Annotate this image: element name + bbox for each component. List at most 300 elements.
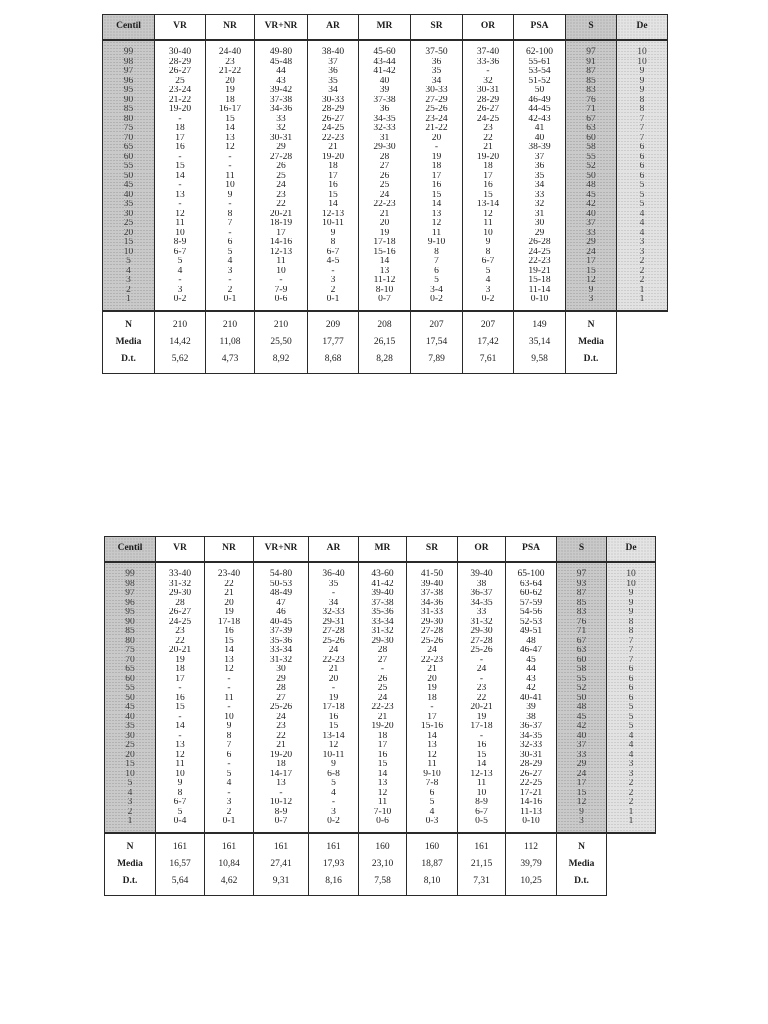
cell-de: 9 [617,77,668,87]
cell-sr: 22-23 [407,656,458,666]
cell-nr: 0-1 [206,295,255,311]
cell-centil: 80 [105,637,156,647]
cell-de: 2 [617,257,668,267]
cell-vr: 33-40 [156,562,205,580]
cell-centil: 35 [105,722,156,732]
table-row [105,713,656,723]
cell-psa: 31 [514,210,566,220]
cell-ar: 24 [309,646,359,656]
cell-sr: 6 [407,789,458,799]
cell-psa: 36 [514,162,566,172]
cell-nr: - [206,229,255,239]
cell-de: 4 [607,732,656,742]
cell-mr: 14 [359,770,407,780]
stat-ar: 8,68 [308,352,359,374]
table-row [103,191,668,201]
cell-vr-plus-nr: 29 [255,143,308,153]
cell-mr: 7-10 [359,808,407,818]
cell-sr: 8 [411,248,463,258]
cell-ar: 15 [309,722,359,732]
stat-vr: 210 [155,311,206,335]
cell-vr-plus-nr: - [255,276,308,286]
cell-or: 23 [463,124,514,134]
cell-or: - [458,656,506,666]
cell-nr: 17-18 [205,618,254,628]
stat-label: D.t. [103,352,155,374]
cell-nr: 22 [205,580,254,590]
column-header-psa: PSA [514,15,566,41]
cell-sr: 15 [411,191,463,201]
cell-nr: 2 [206,286,255,296]
cell-or: 6-7 [463,257,514,267]
cell-psa: 41 [514,124,566,134]
blank-cell [607,874,656,896]
cell-centil: 10 [105,770,156,780]
cell-s: 97 [566,40,617,58]
cell-centil: 15 [103,238,155,248]
cell-ar: 2 [308,286,359,296]
cell-s: 83 [557,608,607,618]
table-row [103,162,668,172]
cell-vr-plus-nr: 34-36 [255,105,308,115]
cell-s: 76 [557,618,607,628]
cell-psa: 65-100 [506,562,557,580]
cell-ar: 27-28 [309,627,359,637]
table-row [103,96,668,106]
stat-or: 21,15 [458,857,506,874]
cell-nr: 4 [206,257,255,267]
stat-sr: 18,87 [407,857,458,874]
cell-vr: 3 [155,286,206,296]
cell-sr: 17 [407,713,458,723]
stat-row [103,311,668,335]
cell-sr: 16 [411,181,463,191]
cell-sr: 0-3 [407,817,458,833]
cell-sr: 27-29 [411,96,463,106]
cell-mr: 39-40 [359,589,407,599]
cell-s: 24 [566,248,617,258]
cell-psa: 38-39 [514,143,566,153]
cell-centil: 4 [105,789,156,799]
cell-vr: 13 [156,741,205,751]
cell-vr: 15 [155,162,206,172]
cell-nr: 18 [206,96,255,106]
cell-vr: 31-32 [156,580,205,590]
cell-vr: 21-22 [155,96,206,106]
cell-nr: - [205,675,254,685]
cell-nr: 10 [205,713,254,723]
cell-vr: 15 [156,703,205,713]
cell-psa: 30-31 [506,751,557,761]
cell-nr: 21-22 [206,67,255,77]
stat-mr: 7,58 [359,874,407,896]
cell-vr: 28-29 [155,58,206,68]
cell-mr: 22-23 [359,703,407,713]
cell-nr: 12 [206,143,255,153]
cell-or: 21 [463,143,514,153]
cell-nr: 21 [205,589,254,599]
stat-row [103,335,668,352]
cell-s: 87 [557,589,607,599]
table-row [103,134,668,144]
cell-vr: 11 [156,760,205,770]
cell-ar: 36 [308,67,359,77]
column-header-mr: MR [359,15,411,41]
cell-sr: 37-38 [407,589,458,599]
cell-ar: 6-7 [308,248,359,258]
cell-s: 67 [566,115,617,125]
cell-vr-plus-nr: 25-26 [254,703,309,713]
cell-de: 9 [607,608,656,618]
cell-or: 11 [463,219,514,229]
cell-nr: 20 [205,599,254,609]
cell-de: 1 [617,286,668,296]
cell-s: 91 [566,58,617,68]
cell-mr: 22-23 [359,200,411,210]
table-row [105,808,656,818]
cell-vr-plus-nr: 48-49 [254,589,309,599]
cell-mr: 11-12 [359,276,411,286]
cell-centil: 25 [103,219,155,229]
cell-psa: 34-35 [506,732,557,742]
cell-mr: 29-30 [359,637,407,647]
cell-vr-plus-nr: 45-48 [255,58,308,68]
cell-ar: 29-31 [309,618,359,628]
table-row [103,267,668,277]
cell-nr: 11 [205,694,254,704]
cell-de: 2 [607,789,656,799]
cell-vr-plus-nr: 43 [255,77,308,87]
cell-or: 12-13 [458,770,506,780]
cell-vr: 12 [156,751,205,761]
cell-de: 9 [607,599,656,609]
cell-mr: 0-7 [359,295,411,311]
cell-vr-plus-nr: 12-13 [255,248,308,258]
table-row [103,86,668,96]
cell-psa: 45 [506,656,557,666]
cell-or: 34-35 [458,599,506,609]
cell-sr: 13 [411,210,463,220]
table-row [105,732,656,742]
cell-psa: 32 [514,200,566,210]
stat-psa: 39,79 [506,857,557,874]
cell-de: 2 [607,779,656,789]
table-row [103,238,668,248]
table-row [105,646,656,656]
cell-vr: - [156,713,205,723]
cell-de: 1 [607,817,656,833]
cell-psa: 19-21 [514,267,566,277]
table-row [105,798,656,808]
cell-ar: - [309,589,359,599]
cell-or: 11 [458,779,506,789]
cell-de: 6 [617,162,668,172]
cell-ar: 14 [308,200,359,210]
percentile-table-2 [104,536,656,896]
cell-ar: 13-14 [309,732,359,742]
stat-nr: 4,73 [206,352,255,374]
cell-or: 16 [463,181,514,191]
cell-s: 85 [557,599,607,609]
cell-vr-plus-nr: 10 [255,267,308,277]
column-header-sr: SR [407,537,458,563]
cell-nr: 7 [205,741,254,751]
cell-s: 45 [557,713,607,723]
cell-ar: 19 [309,694,359,704]
cell-vr: 6-7 [155,248,206,258]
cell-sr: 29-30 [407,618,458,628]
cell-ar: 17 [308,172,359,182]
cell-centil: 98 [105,580,156,590]
cell-sr: 7 [411,257,463,267]
stat-vr: 5,62 [155,352,206,374]
cell-ar: - [309,684,359,694]
cell-mr: 15-16 [359,248,411,258]
cell-mr: 34-35 [359,115,411,125]
cell-vr: 9 [156,779,205,789]
cell-psa: 26-27 [506,770,557,780]
stat-label: N [566,311,617,335]
cell-sr: 5 [411,276,463,286]
cell-mr: 29-30 [359,143,411,153]
cell-ar: 8 [308,238,359,248]
stat-label: Media [103,335,155,352]
cell-nr: 8 [205,732,254,742]
cell-centil: 85 [105,627,156,637]
header-row [103,15,668,41]
cell-centil: 45 [103,181,155,191]
cell-mr: 25 [359,181,411,191]
cell-ar: - [309,798,359,808]
cell-ar: 19-20 [308,153,359,163]
cell-vr-plus-nr: 33-34 [254,646,309,656]
cell-psa: 54-56 [506,608,557,618]
cell-de: 5 [607,722,656,732]
cell-sr: 34 [411,77,463,87]
cell-centil: 98 [103,58,155,68]
cell-vr: - [155,181,206,191]
table-row [103,143,668,153]
stat-ar: 17,77 [308,335,359,352]
cell-mr: 28 [359,153,411,163]
cell-mr: 24 [359,191,411,201]
cell-centil: 35 [103,200,155,210]
column-header-vr: VR [155,15,206,41]
cell-ar: 3 [309,808,359,818]
cell-vr: 16 [156,694,205,704]
cell-sr: 19 [407,684,458,694]
cell-psa: 35 [514,172,566,182]
cell-mr: 17-18 [359,238,411,248]
table-row [103,295,668,311]
cell-or: 13-14 [463,200,514,210]
cell-mr: 28 [359,646,407,656]
cell-psa: 24-25 [514,248,566,258]
cell-psa: 62-100 [514,40,566,58]
cell-vr-plus-nr: 37-38 [255,96,308,106]
cell-vr-plus-nr: 54-80 [254,562,309,580]
cell-vr-plus-nr: 27 [254,694,309,704]
cell-centil: 60 [105,675,156,685]
table-row [103,257,668,267]
cell-psa: 14-16 [506,798,557,808]
stat-vr: 5,64 [156,874,205,896]
cell-sr: 31-33 [407,608,458,618]
stat-label: N [105,833,156,857]
cell-vr-plus-nr: 17 [255,229,308,239]
column-header-vr: VR [156,537,205,563]
cell-psa: 28-29 [506,760,557,770]
cell-mr: 45-60 [359,40,411,58]
cell-vr-plus-nr: 23 [254,722,309,732]
cell-sr: 25-26 [411,105,463,115]
cell-centil: 1 [105,817,156,833]
cell-ar: 17-18 [309,703,359,713]
table-header [103,15,668,41]
cell-sr: 21-22 [411,124,463,134]
cell-or: 3 [463,286,514,296]
cell-mr: 27 [359,656,407,666]
cell-sr: 5 [407,798,458,808]
stat-sr: 7,89 [411,352,463,374]
cell-vr-plus-nr: 7-9 [255,286,308,296]
column-header-s: S [557,537,607,563]
stat-ar: 209 [308,311,359,335]
cell-centil: 75 [103,124,155,134]
stat-row [103,352,668,374]
cell-de: 4 [617,229,668,239]
cell-centil: 90 [105,618,156,628]
cell-vr: 17 [156,675,205,685]
stat-label: Media [105,857,156,874]
blank-cell [607,857,656,874]
cell-or: 19 [458,713,506,723]
cell-de: 8 [607,627,656,637]
cell-s: 58 [566,143,617,153]
cell-psa: 46-47 [506,646,557,656]
cell-vr-plus-nr: 26 [255,162,308,172]
cell-centil: 2 [103,286,155,296]
cell-or: 27-28 [458,637,506,647]
cell-or: 24 [458,665,506,675]
table-row [105,741,656,751]
cell-mr: 19 [359,229,411,239]
cell-psa: 48 [506,637,557,647]
cell-sr: 20 [407,675,458,685]
cell-psa: 55-61 [514,58,566,68]
column-header-ar: AR [309,537,359,563]
cell-psa: 43 [506,675,557,685]
table-row [103,105,668,115]
cell-psa: 26-28 [514,238,566,248]
table-footer [103,311,668,374]
cell-vr: 10 [155,229,206,239]
cell-centil: 70 [103,134,155,144]
cell-de: 7 [607,646,656,656]
cell-sr: 20 [411,134,463,144]
cell-mr: 35-36 [359,608,407,618]
cell-s: 29 [557,760,607,770]
cell-sr: 0-2 [411,295,463,311]
cell-s: 87 [566,67,617,77]
cell-s: 12 [557,798,607,808]
cell-s: 45 [566,191,617,201]
cell-or: 10 [463,229,514,239]
stat-label: D.t. [105,874,156,896]
cell-nr: 9 [205,722,254,732]
cell-psa: 22-23 [514,257,566,267]
cell-centil: 65 [105,665,156,675]
cell-centil: 3 [103,276,155,286]
cell-sr: 17 [411,172,463,182]
cell-or: 19-20 [463,153,514,163]
cell-de: 4 [617,219,668,229]
cell-nr: - [206,153,255,163]
table-header [105,537,656,563]
cell-or: 12 [463,210,514,220]
column-header-or: OR [463,15,514,41]
cell-s: 37 [557,741,607,751]
cell-s: 85 [566,77,617,87]
cell-vr-plus-nr: 32 [255,124,308,134]
cell-de: 7 [607,656,656,666]
cell-nr: 0-1 [205,817,254,833]
cell-centil: 2 [105,808,156,818]
stat-psa: 149 [514,311,566,335]
cell-s: 15 [566,267,617,277]
cell-mr: 20 [359,219,411,229]
cell-s: 60 [557,656,607,666]
cell-nr: 3 [206,267,255,277]
cell-nr: 15 [206,115,255,125]
stat-vr-plus-nr: 161 [254,833,309,857]
cell-mr: 31 [359,134,411,144]
cell-ar: 4-5 [308,257,359,267]
cell-mr: 41-42 [359,67,411,77]
cell-de: 3 [617,248,668,258]
cell-s: 71 [566,105,617,115]
cell-vr-plus-nr: 39-42 [255,86,308,96]
cell-vr: - [155,276,206,286]
cell-vr-plus-nr: - [254,789,309,799]
cell-mr: 16 [359,751,407,761]
cell-or: 8 [463,248,514,258]
table-row [103,219,668,229]
column-header-sr: SR [411,15,463,41]
cell-de: 1 [607,808,656,818]
column-header-or: OR [458,537,506,563]
cell-s: 48 [557,703,607,713]
table-row [105,703,656,713]
cell-sr: - [411,143,463,153]
cell-vr-plus-nr: 11 [255,257,308,267]
cell-sr: - [407,703,458,713]
blank-cell [617,335,668,352]
stat-vr-plus-nr: 25,50 [255,335,308,352]
table-row [103,124,668,134]
cell-vr-plus-nr: 22 [255,200,308,210]
cell-s: 3 [557,817,607,833]
table-footer [105,833,656,896]
cell-sr: 34-36 [407,599,458,609]
cell-sr: 30-33 [411,86,463,96]
cell-s: 71 [557,627,607,637]
cell-psa: 29 [514,229,566,239]
stat-label: Media [566,335,617,352]
cell-s: 76 [566,96,617,106]
cell-centil: 15 [105,760,156,770]
cell-vr: 18 [155,124,206,134]
